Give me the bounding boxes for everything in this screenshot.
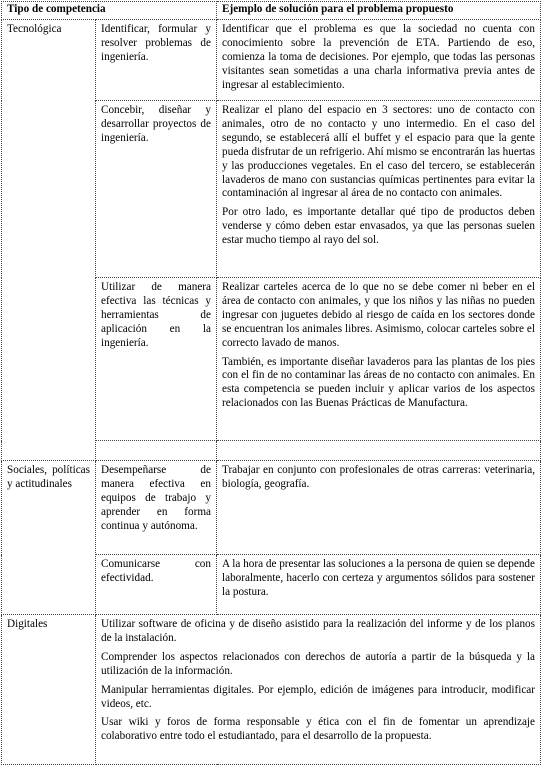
example-paragraph: Identificar que el problema es que la sociedad no cuenta con conocimiento sobre la prevención de ETA. Partiendo de eso, comienza la toma de decisiones. Por ejemplo, que todas las personas visitantes sean sometidas a una charla informativa previa antes de ingresar al establecimiento. <box>222 23 535 91</box>
competence-table <box>1 1 541 765</box>
competence-cell: Comunicarse con efectividad. <box>96 555 217 615</box>
header-competence-type: Tipo de competencia <box>2 2 217 20</box>
category-social: Sociales, políticas y actitudinales <box>2 461 96 615</box>
example-paragraph: Comprender los aspectos relacionados con derechos de autoría a partir de la búsqueda y la utilización de la información. <box>101 650 535 677</box>
competence-cell: Desempeñarse de manera efectiva en equipos de trabajo y aprender en forma continua y autónoma. <box>96 461 217 555</box>
example-cell <box>217 278 541 441</box>
competence-cell: Utilizar de manera efectiva las técnicas y herramientas de aplicación en la ingeniería. <box>96 278 217 441</box>
example-paragraph: Manipular herramientas digitales. Por ejemplo, edición de imágenes para introducir, modificar videos, etc. <box>101 683 535 710</box>
example-paragraph: Usar wiki y foros de forma responsable y ética con el fin de fomentar un aprendizaje colaborativo entre todo el estudiantado, para el desarrollo de la propuesta. <box>101 716 535 743</box>
example-paragraph: Utilizar software de oficina y de diseño asistido para la realización del informe y de los planos de la instalación. <box>101 618 535 644</box>
example-cell <box>217 461 541 555</box>
header-solution-example: Ejemplo de solución para el problema propuesto <box>217 2 541 20</box>
example-cell <box>217 555 541 615</box>
empty-example-cell <box>217 441 541 461</box>
competence-cell: Concebir, diseñar y desarrollar proyectos de ingeniería. <box>96 101 217 278</box>
category-digital: Digitales <box>2 615 96 765</box>
example-paragraph: Realizar el plano del espacio en 3 sectores: uno de contacto con animales, otro de no contacto y uno intermedio. En el caso del segundo, se establecerá allí el buffet y el espacio para que la gente pueda disfrutar de un refrigerio. Ahí mismo se encontrarán las huertas y las producciones vegetales. En el caso del tercero, se establecerán lavaderos de mano con sustancias químicas pertinentes para evitar la contaminación al ingresar al área de no contacto con animales. <box>222 104 535 200</box>
example-cell <box>217 20 541 101</box>
table-row <box>2 461 541 555</box>
table-header-row <box>2 2 541 20</box>
digital-example-cell <box>96 615 541 765</box>
example-paragraph: Por otro lado, es importante detallar qué tipo de productos deben venderse y cómo deben estar envasados, ya que las personas suelen estar mucho tiempo al rayo del sol. <box>222 206 535 247</box>
example-paragraph: A la hora de presentar las soluciones a la persona de quien se depende laboralmente, hacerlo con certeza y argumentos sólidos para sostener la postura. <box>222 558 535 598</box>
table-row <box>2 615 541 765</box>
example-paragraph: Realizar carteles acerca de lo que no se debe comer ni beber en el área de contacto con animales, y que los niños y las niñas no pueden ingresar con juguetes debido al riesgo de caída en los sectores donde se encuentran los animales libres. Asimismo, colocar carteles sobre el correcto lavado de manos. <box>222 281 535 349</box>
category-technological: Tecnológica <box>2 20 96 461</box>
example-paragraph: Trabajar en conjunto con profesionales de otras carreras: veterinaria, biología, geografía. <box>222 464 535 490</box>
example-cell <box>217 101 541 278</box>
table-row <box>2 20 541 101</box>
competence-cell: Identificar, formular y resolver problemas de ingeniería. <box>96 20 217 101</box>
example-paragraph: También, es importante diseñar lavaderos para las plantas de los pies con el fin de no contaminar las áreas de no contacto con animales. En esta competencia se pueden incluir y aplicar varios de los aspectos relacionados con las Buenas Prácticas de Manufactura. <box>222 355 535 410</box>
empty-competence-cell <box>96 441 217 461</box>
